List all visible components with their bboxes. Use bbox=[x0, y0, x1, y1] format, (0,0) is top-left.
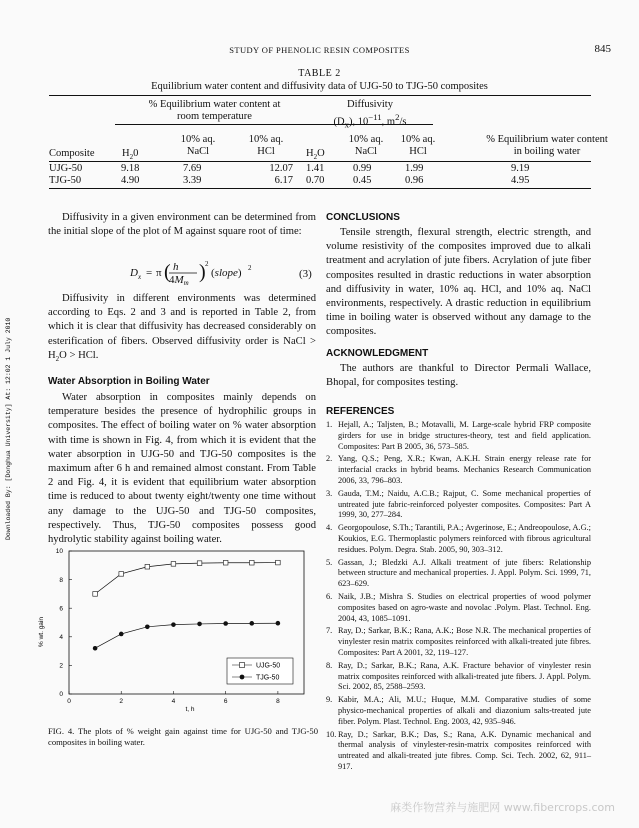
reference-item bbox=[326, 626, 591, 658]
section-heading-conclusions: CONCLUSIONS bbox=[326, 212, 400, 223]
running-title: STUDY OF PHENOLIC RESIN COMPOSITES bbox=[229, 45, 410, 55]
table-header-diff-unit: $(D_x)$, $10^{-11}$, $m^2/s$ bbox=[333, 112, 407, 130]
cell-h2o: 9.18 bbox=[121, 163, 140, 174]
reference-item bbox=[326, 661, 591, 693]
paragraph-boiling-water: Water absorption in composites mainly depends on temperature besides the presence of hydrophilic groups in composites. The effect of boiling water on % water absorption with time is shown in Fig. 4, from which it is evident that the water absorption in UJG-50 and TJG-50 composites is the maximum after 6 h and remained almost constant. From Table 2 and Fig. 4, it is evident that equilibrium water absorption time is reduced to about twenty eight/twenty one time without any damage to the UJG-50 and TJG-50 composites, respectively. Thus, TJG-50 composites possess good hydrolytic stability against boiling water. bbox=[48, 392, 316, 546]
col-h2o-diff: $H_2O$ bbox=[306, 148, 325, 162]
y-tick-label: 10 bbox=[55, 548, 63, 556]
reference-number: 10. bbox=[326, 729, 337, 739]
cell-boil: 9.19 bbox=[511, 163, 530, 174]
data-point-ujg-50 bbox=[93, 592, 98, 597]
reference-text: Hejall, A.; Taljsten, B.; Motavalli, M. Large-scale hybrid FRP composite girders for use in bridge structures-theory, test and field application. Composites: Part B 2005, 36, 573–585. bbox=[338, 420, 591, 451]
reference-number: 8. bbox=[326, 660, 333, 670]
series-layer bbox=[93, 560, 280, 650]
x-tick-label: 8 bbox=[276, 698, 280, 705]
cell-d-h2o: 1.41 bbox=[306, 163, 325, 174]
table-top-rule bbox=[49, 95, 591, 96]
col-nacl-diff-l2: NaCl bbox=[354, 146, 378, 157]
paragraph-diffusivity-intro: Diffusivity in a given environment can be determined from the initial slope of the plot of M against square root of time: bbox=[48, 212, 316, 238]
cell-composite: TJG-50 bbox=[49, 175, 82, 186]
reference-number: 6. bbox=[326, 591, 333, 601]
section-heading-acknowledgment: ACKNOWLEDGMENT bbox=[326, 348, 429, 359]
cell-d-hcl: 0.96 bbox=[405, 175, 424, 186]
download-stamp-text: Downloaded By: [Donghua University] At: 12:02 1 July 2010 bbox=[5, 317, 12, 540]
y-tick-label: 4 bbox=[59, 634, 63, 641]
legend-marker-tjg bbox=[240, 675, 245, 680]
reference-text: Ray, D.; Sarkar, B.K.; Das, S.; Rana, A.K. Dynamic mechanical and thermal analysis of vinylester-resin-matrix composites reinforced with untreated and alkali-treated jute fibres. Comp. Sci. Tech. 2002, 62, 911–917. bbox=[338, 729, 591, 771]
col-boil-l1: % Equilibrium water content bbox=[486, 134, 608, 145]
data-point-ujg-50 bbox=[119, 572, 124, 577]
reference-number: 4. bbox=[326, 523, 333, 533]
reference-item bbox=[326, 489, 591, 521]
reference-number: 5. bbox=[326, 557, 333, 567]
col-nacl-l2: NaCl bbox=[186, 146, 210, 157]
col-boil-l2: in boiling water bbox=[513, 146, 581, 157]
x-tick-label: 0 bbox=[67, 698, 71, 705]
reference-list bbox=[326, 420, 591, 775]
table-header-diff-line1: Diffusivity bbox=[347, 99, 393, 110]
table-bottom-rule bbox=[49, 188, 591, 189]
reference-item bbox=[326, 454, 591, 486]
col-nacl-l1: 10% aq. bbox=[180, 134, 216, 145]
paragraph-diffusivity-results: Diffusivity in different environments was determined according to Eqs. 2 and 3 and is reported in Table 2, from which it is clear that diffusivity has decreased considerably on esterification of fibers. Observed diffusivity order is NaCl > $H_2O$ > HCl. bbox=[48, 293, 316, 363]
col-hcl-diff bbox=[388, 134, 448, 158]
data-point-tjg-50 bbox=[145, 624, 150, 629]
reference-item bbox=[326, 420, 591, 452]
svg-text:=: = bbox=[146, 267, 153, 279]
x-tick-label: 4 bbox=[171, 698, 176, 705]
page-number: 845 bbox=[594, 43, 611, 55]
table-caption: Equilibrium water content and diffusivity data of UJG-50 to TJG-50 composites bbox=[151, 81, 488, 92]
col-hcl-diff-l2: HCl bbox=[409, 146, 427, 157]
data-point-tjg-50 bbox=[249, 621, 254, 626]
cell-h2o: 4.90 bbox=[121, 175, 140, 186]
col-nacl-diff-l1: 10% aq. bbox=[348, 134, 384, 145]
table-body bbox=[49, 163, 639, 187]
y-tick-label: 2 bbox=[59, 662, 63, 670]
reference-text: Gauda, T.M.; Naidu, A.C.B.; Rajput, C. Some mechanical properties of untreated jute fabric-reinforced polyester composites. Composites: Part A 1999, 30, 277–284. bbox=[338, 488, 591, 520]
svg-text:2: 2 bbox=[205, 260, 209, 268]
figure-4-chart bbox=[30, 537, 320, 717]
svg-text:4Mm: 4Mm bbox=[169, 274, 189, 287]
paragraph-conclusions: Tensile strength, flexural strength, electric strength, and volume resistivity of the composites improved due to alkali treatment and acrylation of jute fibers. Acrylation of jute fiber composites resulted in drastic reductions in water absorption and diffusivity in water, 10% aq. HCl, and 10% aq. NaCl environments, respectively. A drastic reduction in equilibrium time in boiling water is observed without any damage to the composites. bbox=[326, 227, 591, 338]
legend-marker-ujg bbox=[240, 663, 245, 668]
reference-item bbox=[326, 558, 591, 590]
svg-text:): ) bbox=[199, 261, 206, 283]
reference-item bbox=[326, 730, 591, 773]
svg-text:(: ( bbox=[164, 261, 171, 283]
data-point-ujg-50 bbox=[197, 561, 202, 566]
svg-text:D: D bbox=[130, 267, 138, 279]
reference-text: Gassan, J.; Bledzki A.J. Alkali treatment of jute fibers: Relationship between structure and mechanical properties. J. Appl. Polym. Sci. 1999, 71, 623–629. bbox=[338, 557, 591, 589]
y-tick-label: 8 bbox=[59, 576, 63, 584]
y-axis-label: % wt. gain bbox=[38, 617, 45, 647]
legend-label-tjg: TJG-50 bbox=[256, 674, 280, 682]
data-point-tjg-50 bbox=[93, 646, 98, 651]
reference-item bbox=[326, 695, 591, 727]
data-point-tjg-50 bbox=[223, 621, 228, 626]
data-point-ujg-50 bbox=[145, 564, 150, 569]
col-hcl-l2: HCl bbox=[257, 146, 275, 157]
reference-text: Naik, J.B.; Mishra S. Studies on electrical properties of wood polymer composites based on agro-waste and novolac .Polym. Plast. Technol. Eng. 2004, 43, 1085–1091. bbox=[338, 591, 591, 623]
reference-text: Georgopoulose, S.Th.; Tarantili, P.A.; Avgerinose, E.; Andreopoulose, A.G.; Koukios, E.G. Thermoplastic polymers reinforced with fibrous agricultural residues. Polym. Degra. Stab. 2005, 90, 303–312. bbox=[338, 523, 591, 554]
reference-number: 1. bbox=[326, 420, 333, 429]
data-point-tjg-50 bbox=[171, 622, 176, 627]
cell-hcl: 12.07 bbox=[269, 163, 293, 174]
table-label: TABLE 2 bbox=[298, 68, 341, 79]
table-header-eq-line1: % Equilibrium water content at bbox=[148, 99, 281, 110]
watermark: 麻类作物营养与施肥网 www.fibercrops.com bbox=[390, 801, 615, 814]
cell-composite: UJG-50 bbox=[49, 163, 83, 174]
section-heading-references: REFERENCES bbox=[326, 406, 395, 417]
svg-text:(slope): (slope) bbox=[211, 267, 242, 279]
legend bbox=[227, 658, 293, 684]
equation-number: (3) bbox=[299, 268, 312, 280]
table-row bbox=[49, 163, 639, 175]
cell-nacl: 3.39 bbox=[183, 175, 202, 186]
equation-graphic bbox=[48, 258, 316, 288]
reference-number: 3. bbox=[326, 488, 333, 498]
svg-text:x: x bbox=[138, 273, 142, 281]
col-hcl-diff-l1: 10% aq. bbox=[400, 134, 436, 145]
y-tick-label: 0 bbox=[59, 691, 63, 699]
data-point-ujg-50 bbox=[276, 560, 281, 565]
cell-nacl: 7.69 bbox=[183, 163, 202, 174]
y-tick-label: 6 bbox=[59, 605, 63, 613]
cell-d-hcl: 1.99 bbox=[405, 163, 424, 174]
data-point-tjg-50 bbox=[197, 622, 202, 627]
reference-number: 9. bbox=[326, 695, 333, 705]
table-row bbox=[49, 175, 639, 187]
data-point-ujg-50 bbox=[171, 562, 176, 567]
data-point-tjg-50 bbox=[276, 621, 281, 626]
download-stamp bbox=[5, 300, 15, 540]
col-hcl bbox=[236, 134, 296, 158]
table-header-eq bbox=[112, 99, 317, 123]
cell-d-nacl: 0.99 bbox=[353, 163, 372, 174]
reference-number: 2. bbox=[326, 454, 333, 464]
reference-number: 7. bbox=[326, 626, 333, 636]
reference-text: Ray, D.; Sarkar, B.K.; Rana, A.K.; Bose N.R. The mechanical properties of vinylester resin matrix composites reinforced with alkali-treated jute fibres. Composites: Part A 2001, 32, 119–127. bbox=[338, 626, 591, 657]
cell-boil: 4.95 bbox=[511, 175, 530, 186]
col-nacl bbox=[168, 134, 228, 158]
reference-text: Ray, D.; Sarkar, B.K.; Rana, A.K. Fracture behavior of vinylester resin matrix composites reinforced with alkali-treated jute fibers. J. Appl. Polym. Sci. 2002, 85, 2588–2593. bbox=[338, 660, 591, 692]
table-header-eq-line2: room temperature bbox=[177, 111, 252, 122]
paragraph-acknowledgment: The authors are thankful to Director Permali Wallace, Bhopal, for composites testing. bbox=[326, 363, 591, 389]
data-point-ujg-50 bbox=[249, 560, 254, 565]
col-nacl-diff bbox=[336, 134, 396, 158]
data-point-tjg-50 bbox=[119, 632, 124, 637]
x-tick-label: 2 bbox=[119, 698, 124, 705]
table-header-diff bbox=[320, 99, 420, 131]
cell-hcl: 6.17 bbox=[274, 175, 293, 186]
table-group-rule-eq bbox=[115, 124, 312, 125]
equation-3 bbox=[48, 258, 316, 288]
reference-item bbox=[326, 592, 591, 624]
running-header bbox=[0, 43, 639, 59]
svg-text:π: π bbox=[156, 267, 162, 279]
col-composite: Composite bbox=[49, 148, 95, 159]
svg-text:h: h bbox=[173, 261, 179, 273]
cell-d-nacl: 0.45 bbox=[353, 175, 372, 186]
cell-d-h2o: 0.70 bbox=[306, 175, 325, 186]
col-boil bbox=[464, 134, 630, 158]
table-header-rule bbox=[49, 161, 591, 162]
reference-text: Yang, Q.S.; Peng, X.R.; Kwan, A.K.H. Strain energy release rate for interfacial cracks in hybrid beams. Mechanics Research Communication 2006, 33, 796–803. bbox=[338, 454, 591, 485]
figure-4-caption: FIG. 4. The plots of % weight gain against time for UJG-50 and TJG-50 composites in boiling water. bbox=[48, 726, 318, 747]
section-heading-boiling-water: Water Absorption in Boiling Water bbox=[48, 376, 210, 387]
data-point-ujg-50 bbox=[223, 560, 228, 565]
col-h2o: $H_20$ bbox=[122, 148, 139, 162]
x-tick-label: 6 bbox=[223, 698, 228, 705]
reference-item bbox=[326, 523, 591, 555]
legend-label-ujg: UJG-50 bbox=[256, 662, 281, 670]
svg-text:2: 2 bbox=[248, 264, 252, 272]
col-hcl-l1: 10% aq. bbox=[248, 134, 284, 145]
x-axis-label: t, h bbox=[185, 706, 195, 713]
reference-text: Kabir, M.A.; Ali, M.U.; Huque, M.M. Comparative studies of some physico-mechanical properties of alkali and diazonium salts-treated jute fiber. Polym. Plast. Technol. Eng. 2003, 42, 935–946. bbox=[338, 695, 591, 726]
series-line-ujg-50 bbox=[95, 563, 278, 594]
